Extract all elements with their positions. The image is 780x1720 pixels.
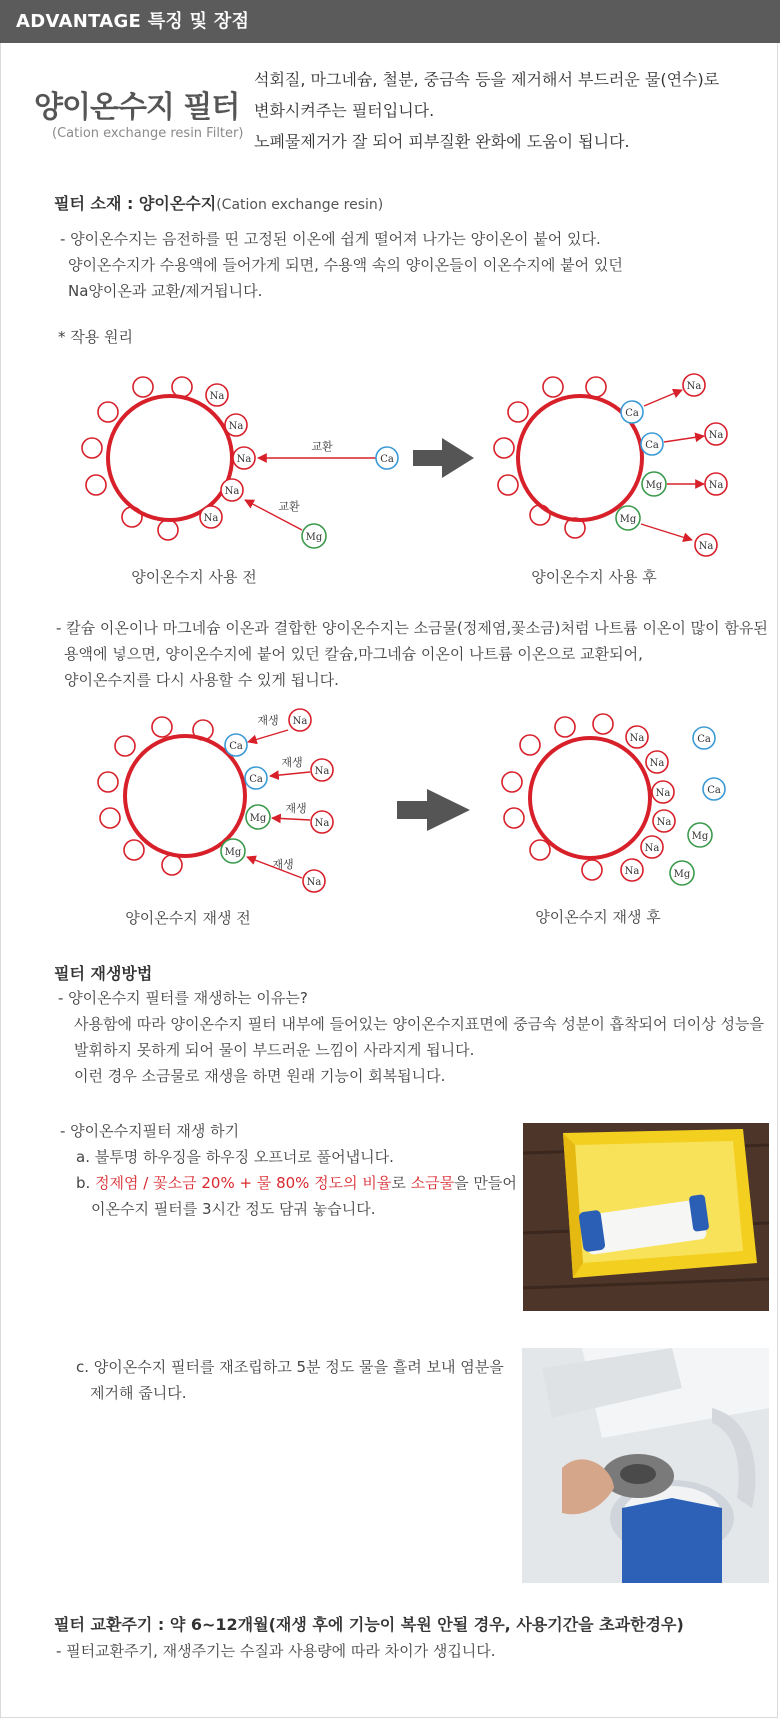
mg-ion — [221, 839, 245, 863]
na-ion — [641, 836, 663, 858]
svg-text:Na: Na — [203, 513, 219, 524]
svg-text:Na: Na — [708, 430, 724, 441]
ca-ion — [641, 433, 663, 455]
na-ion — [221, 479, 243, 501]
svg-text:Mg: Mg — [249, 813, 267, 824]
empty-site — [498, 475, 518, 495]
method-heading: 필터 재생방법 — [54, 964, 153, 983]
section-header: ADVANTAGE 특징 및 장점 — [0, 0, 780, 43]
na-ion — [653, 810, 675, 832]
ca-ion — [376, 447, 398, 469]
empty-site — [502, 772, 522, 792]
svg-text:Mg: Mg — [224, 847, 242, 858]
arrow-right-icon — [397, 789, 470, 831]
resin-before-regen — [98, 709, 333, 892]
release-arrow — [644, 390, 682, 406]
empty-site — [530, 840, 550, 860]
empty-site — [100, 808, 120, 828]
product-title: 양이온수지 필터 — [34, 90, 240, 125]
empty-site — [582, 860, 602, 880]
regen-arrow — [248, 730, 288, 742]
empty-site — [593, 714, 613, 734]
empty-site — [82, 438, 102, 458]
caption-after-regen: 양이온수지 재생 후 — [535, 908, 661, 926]
step-b: b. 정제염 / 꽃소금 20% + 물 80% 정도의 비율로 소금물을 만들어 — [76, 1174, 517, 1192]
material-label: 필터 소재 : 양이온수지 — [54, 194, 217, 213]
mg-ion — [688, 823, 712, 847]
regen-arrow — [272, 818, 310, 820]
regen-label: 재생 — [285, 802, 307, 815]
caption-before-regen: 양이온수지 재생 전 — [125, 909, 251, 927]
product-subtitle: (Cation exchange resin Filter) — [52, 126, 244, 141]
ca-ion — [693, 727, 715, 749]
caption-after-use: 양이온수지 사용 후 — [531, 568, 657, 586]
na-ion — [705, 423, 727, 445]
caption-before-use: 양이온수지 사용 전 — [131, 568, 257, 586]
svg-text:Ca: Ca — [645, 440, 659, 451]
regeneration-diagram — [0, 700, 780, 910]
soaking-filter-photo — [523, 1123, 769, 1311]
step-a: a. 불투명 하우징을 하우징 오프너로 풀어냅니다. — [76, 1148, 394, 1166]
empty-site — [158, 520, 178, 540]
svg-text:Na: Na — [228, 421, 244, 432]
regen-label: 재생 — [257, 714, 279, 727]
empty-site — [98, 772, 118, 792]
product-intro — [254, 64, 719, 157]
resin-after-use — [494, 374, 727, 556]
material-label-en: (Cation exchange resin) — [216, 197, 384, 213]
empty-site — [122, 507, 142, 527]
empty-site — [586, 377, 606, 397]
svg-text:Na: Na — [649, 758, 665, 769]
intro-line: 노폐물제거가 잘 되어 피부질환 완화에 도움이 됩니다. — [254, 132, 630, 151]
mg-ion — [670, 861, 694, 885]
regen-line: 양이온수지를 다시 사용할 수 있게 됩니다. — [64, 671, 339, 689]
empty-site — [133, 377, 153, 397]
svg-text:Ca: Ca — [229, 741, 243, 752]
resin-bead — [108, 396, 232, 520]
svg-text:Ca: Ca — [625, 408, 639, 419]
brine-highlight: 소금물 — [410, 1174, 455, 1192]
empty-site — [504, 808, 524, 828]
svg-text:Mg: Mg — [691, 831, 709, 842]
ca-ion — [225, 734, 247, 756]
release-arrow — [664, 436, 704, 442]
intro-line: 변화시켜주는 필터입니다. — [254, 101, 435, 120]
na-ion — [206, 384, 228, 406]
regen-line: 용액에 넣으면, 양이온수지에 붙어 있던 칼슘,마그네슘 이온이 나트륨 이온으로 교환되어, — [64, 645, 643, 663]
svg-text:Na: Na — [656, 817, 672, 828]
na-ion — [646, 751, 668, 773]
empty-site — [124, 840, 144, 860]
exchange-label: 교환 — [311, 440, 333, 453]
ca-ion — [621, 401, 643, 423]
svg-text:Na: Na — [209, 391, 225, 402]
na-ion — [621, 859, 643, 881]
arrow-right-icon — [413, 438, 474, 478]
release-arrow — [641, 524, 692, 540]
ratio-highlight: 정제염 / 꽃소금 20% + 물 80% 정도의 비율 — [95, 1174, 392, 1192]
mg-ion — [642, 472, 666, 496]
regen-arrow — [270, 772, 310, 776]
svg-text:Ca: Ca — [249, 774, 263, 785]
intro-line: 석회질, 마그네슘, 철분, 중금속 등을 제거해서 부드러운 물(연수)로 — [254, 70, 720, 89]
na-ion — [200, 506, 222, 528]
empty-site — [115, 736, 135, 756]
na-ion — [652, 781, 674, 803]
resin-bead — [530, 738, 650, 858]
material-description — [60, 226, 623, 304]
empty-site — [530, 505, 550, 525]
empty-site — [508, 402, 528, 422]
empty-site — [162, 855, 182, 875]
mg-ion — [616, 506, 640, 530]
method-why — [58, 985, 764, 1089]
mg-ion — [246, 805, 270, 829]
svg-text:Na: Na — [698, 541, 714, 552]
replace-heading: 필터 교환주기 : 약 6~12개월(재생 후에 기능이 복원 안될 경우, 사용기간을 초과한경우) — [54, 1615, 684, 1634]
resin-after-regen — [502, 714, 725, 885]
regen-line: - 칼슘 이온이나 마그네슘 이온과 결합한 양이온수지는 소금물(정제염,꽃소금)처럼 나트륨 이온이 많이 함유된 — [56, 619, 768, 637]
reassembly-image — [522, 1348, 769, 1583]
empty-site — [520, 735, 540, 755]
why-line: 발휘하지 못하게 되어 물이 부드러운 느낌이 사라지게 됩니다. — [74, 1041, 475, 1059]
svg-text:Na: Na — [644, 843, 660, 854]
why-line: 사용함에 따라 양이온수지 필터 내부에 들어있는 양이온수지표면에 중금속 성분이 흡착되어 더이상 성능을 — [74, 1015, 765, 1033]
material-line: - 양이온수지는 음전하를 띤 고정된 이온에 쉽게 떨어져 나가는 양이온이 붙어 있다. — [60, 230, 601, 248]
na-ion — [311, 811, 333, 833]
svg-text:Na: Na — [306, 877, 322, 888]
empty-site — [494, 438, 514, 458]
material-heading — [54, 191, 383, 214]
mg-ion — [302, 524, 326, 548]
svg-text:Na: Na — [236, 454, 252, 465]
na-ion — [705, 473, 727, 495]
resin-bead — [125, 736, 245, 856]
na-ion — [233, 447, 255, 469]
principle-title: * 작용 원리 — [58, 328, 133, 346]
why-question: - 양이온수지 필터를 재생하는 이유는? — [58, 989, 308, 1007]
empty-site — [543, 377, 563, 397]
method-steps — [60, 1118, 517, 1222]
step-b-line2: 이온수지 필터를 3시간 정도 담궈 놓습니다. — [91, 1200, 376, 1218]
svg-text:Mg: Mg — [645, 480, 663, 491]
soaking-filter-image — [523, 1123, 769, 1311]
svg-text:Na: Na — [655, 788, 671, 799]
ca-ion — [245, 767, 267, 789]
na-ion — [683, 374, 705, 396]
svg-text:Na: Na — [224, 486, 240, 497]
empty-site — [86, 475, 106, 495]
regen-description — [56, 615, 768, 693]
svg-text:Ca: Ca — [697, 734, 711, 745]
svg-text:Na: Na — [686, 381, 702, 392]
regen-label: 재생 — [281, 756, 303, 769]
exchange-diagram — [0, 350, 780, 600]
empty-site — [555, 717, 575, 737]
svg-text:Na: Na — [314, 766, 330, 777]
na-ion — [303, 870, 325, 892]
svg-text:Ca: Ca — [707, 785, 721, 796]
svg-text:Na: Na — [624, 866, 640, 877]
material-line: Na양이온과 교환/제거됩니다. — [68, 282, 263, 300]
svg-text:Na: Na — [314, 818, 330, 829]
svg-text:Na: Na — [708, 480, 724, 491]
svg-text:Ca: Ca — [380, 454, 394, 465]
step-c-line: 제거해 줍니다. — [90, 1384, 187, 1402]
svg-text:Mg: Mg — [305, 532, 323, 543]
svg-text:Na: Na — [292, 716, 308, 727]
svg-text:Mg: Mg — [619, 514, 637, 525]
why-line: 이런 경우 소금물로 재생을 하면 원래 기능이 회복됩니다. — [74, 1067, 446, 1085]
material-line: 양이온수지가 수용액에 들어가게 되면, 수용액 속의 양이온들이 이온수지에 붙어 있던 — [68, 256, 623, 274]
svg-text:Mg: Mg — [673, 869, 691, 880]
step-c-line: c. 양이온수지 필터를 재조립하고 5분 정도 물을 흘려 보내 염분을 — [76, 1358, 504, 1376]
na-ion — [311, 759, 333, 781]
empty-site — [172, 377, 192, 397]
step-c — [76, 1354, 504, 1406]
ca-ion — [703, 778, 725, 800]
replace-note: - 필터교환주기, 재생주기는 수질과 사용량에 따라 차이가 생깁니다. — [56, 1642, 496, 1660]
empty-site — [98, 402, 118, 422]
howto-title: - 양이온수지필터 재생 하기 — [60, 1122, 240, 1140]
na-ion — [626, 726, 648, 748]
reassembly-photo — [522, 1348, 769, 1583]
regen-label: 재생 — [272, 858, 294, 871]
svg-text:Na: Na — [629, 733, 645, 744]
exchange-label: 교환 — [278, 500, 300, 513]
na-ion — [289, 709, 311, 731]
empty-site — [152, 717, 172, 737]
na-ion — [225, 414, 247, 436]
resin-before-use — [82, 377, 398, 548]
na-ion — [695, 534, 717, 556]
